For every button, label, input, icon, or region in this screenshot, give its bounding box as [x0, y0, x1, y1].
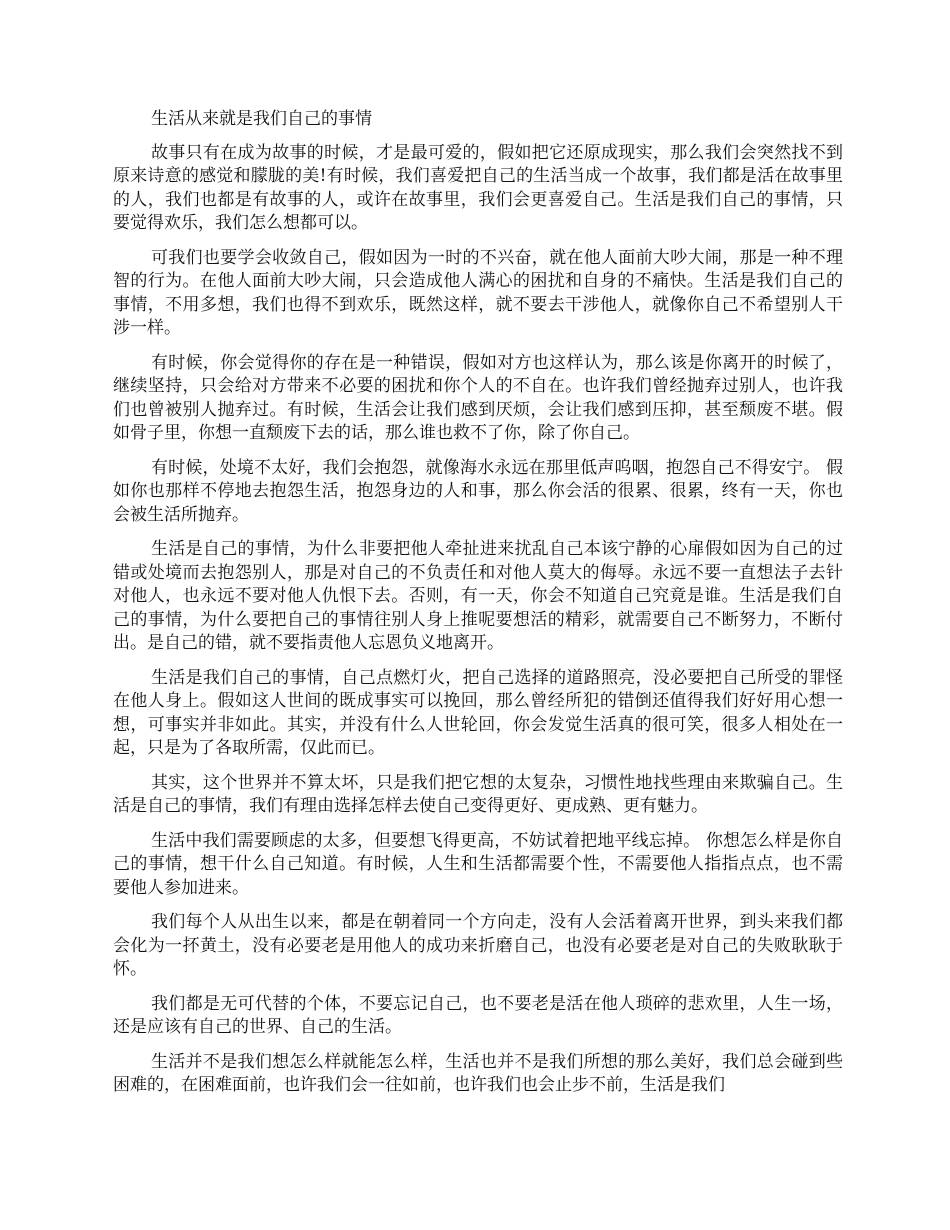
- paragraph-8: 生活中我们需要顾虑的太多，但要想飞得更高，不妨试着把地平线忘掉。 你想怎么样是你自己的事情，想干什么自己知道。有时候，人生和生活都需要个性，不需要他人指指点点，也不需要他人参加进来。: [113, 830, 843, 898]
- paragraph-4: 有时候，处境不太好，我们会抱怨，就像海水永远在那里低声呜咽，抱怨自己不得安宁。 假如你也那样不停地去抱怨生活，抱怨身边的人和事，那么你会活的很累、很累，终有一天，你也会被生活所抛弃。: [113, 457, 843, 525]
- paragraph-7: 其实，这个世界并不算太坏，只是我们把它想的太复杂，习惯性地找些理由来欺骗自己。生活是自己的事情，我们有理由选择怎样去使自己变得更好、更成熟、更有魅力。: [113, 772, 843, 816]
- paragraph-6: 生活是我们自己的事情，自己点燃灯火，把自己选择的道路照亮，没必要把自己所受的罪怪在他人身上。假如这人世间的既成事实可以挽回，那么曾经所犯的错倒还值得我们好好用心想一想，可事实并非如此。其实，并没有什么人世轮回，你会发觉生活真的很可笑，很多人相处在一起，只是为了各取所需，仅此而已。: [113, 667, 843, 758]
- paragraph-3: 有时候，你会觉得你的存在是一种错误，假如对方也这样认为，那么该是你离开的时候了，继续坚持，只会给对方带来不必要的困扰和你个人的不自在。也许我们曾经抛弃过别人，也许我们也曾被别人抛弃过。有时候，生活会让我们感到厌烦，会让我们感到压抑，甚至颓废不堪。假如骨子里，你想一直颓废下去的话，那么谁也救不了你，除了你自己。: [113, 352, 843, 443]
- paragraph-1: 故事只有在成为故事的时候，才是最可爱的，假如把它还原成现实，那么我们会突然找不到原来诗意的感觉和朦胧的美!有时候，我们喜爱把自己的生活当成一个故事，我们都是活在故事里的人，我们也都是有故事的人，或许在故事里，我们会更喜爱自己。生活是我们自己的事情，只要觉得欢乐，我们怎么想都可以。: [113, 142, 843, 233]
- paragraph-11: 生活并不是我们想怎么样就能怎么样，生活也并不是我们所想的那么美好，我们总会碰到些困难的，在困难面前，也许我们会一往如前，也许我们也会止步不前，生活是我们: [113, 1051, 843, 1095]
- paragraph-2: 可我们也要学会收敛自己，假如因为一时的不兴奋，就在他人面前大吵大闹，那是一种不理智的行为。在他人面前大吵大闹，只会造成他人满心的困扰和自身的不痛快。生活是我们自己的事情，不用多想，我们也得不到欢乐，既然这样，就不要去干涉他人，就像你自己不希望别人干涉一样。: [113, 247, 843, 338]
- paragraph-10: 我们都是无可代替的个体，不要忘记自己，也不要老是活在他人琐碎的悲欢里，人生一场，还是应该有自己的世界、自己的生活。: [113, 993, 843, 1037]
- paragraph-9: 我们每个人从出生以来，都是在朝着同一个方向走，没有人会活着离开世界，到头来我们都会化为一抔黄土，没有必要老是用他人的成功来折磨自己，也没有必要老是对自己的失败耿耿于怀。: [113, 912, 843, 979]
- document-title: 生活从来就是我们自己的事情: [151, 109, 372, 129]
- document-page: [113, 108, 843, 1109]
- paragraph-5: 生活是自己的事情，为什么非要把他人牵扯进来扰乱自己本该宁静的心扉假如因为自己的过错或处境而去抱怨别人，那是对自己的不负责任和对他人莫大的侮辱。永远不要一直想法子去针对他人，也永远不要对他人仇恨下去。否则，有一天，你会不知道自己究竟是谁。生活是我们自己的事情，为什么要把自己的事情往别人身上推呢要想活的精彩，就需要自己不断努力，不断付出。是自己的错，就不要指责他人忘恩负义地离开。: [113, 539, 843, 653]
